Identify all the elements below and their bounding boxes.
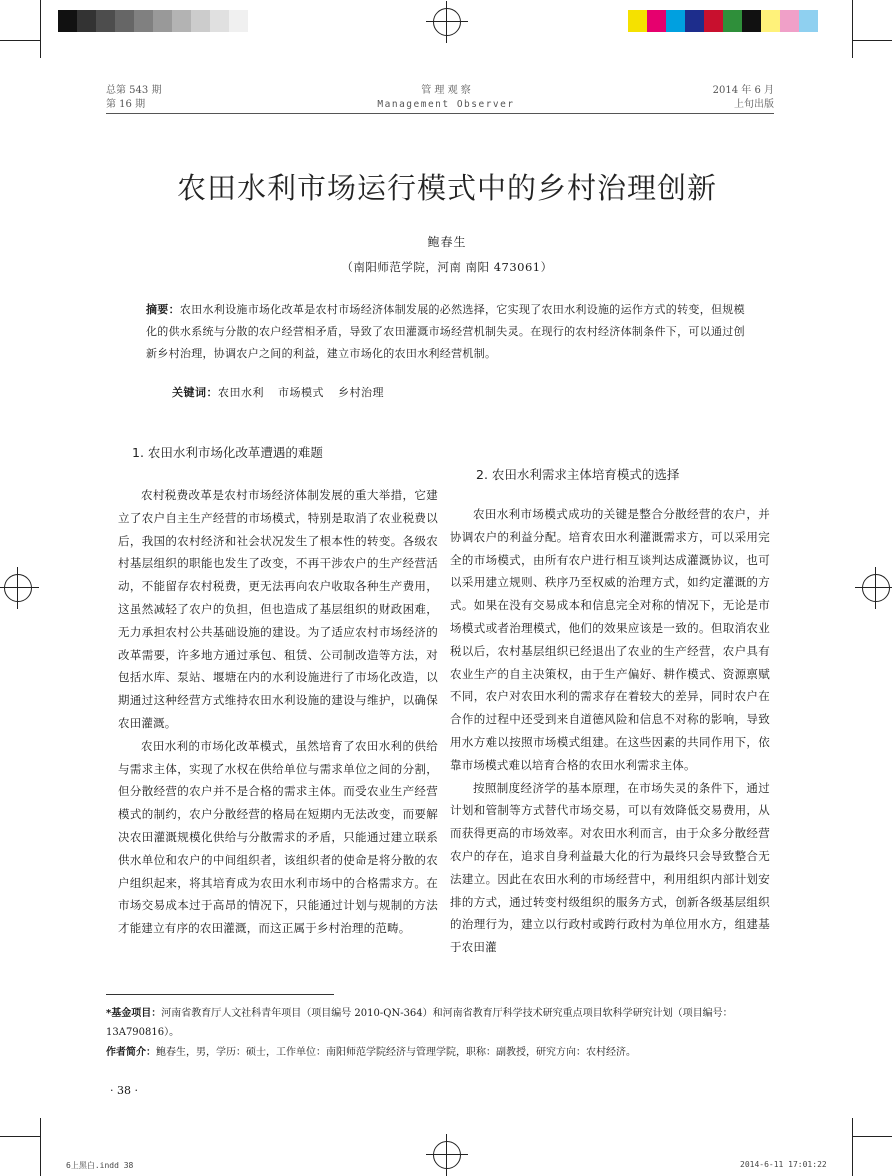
crop-mark — [40, 1118, 41, 1176]
timestamp-slug: 2014-6-11 17:01:22 — [740, 1160, 827, 1169]
keyword: 农田水利 — [218, 386, 264, 399]
funding-text: 河南省教育厅人文社科青年项目（项目编号 2010-QN-364）和河南省教育厅科学技术研究重点项目软科学研究计划（项目编号：13A790816）。 — [106, 1008, 733, 1038]
funding-label: *基金项目： — [106, 1008, 162, 1019]
color-swatch — [685, 10, 704, 32]
crop-mark — [852, 0, 853, 58]
paragraph: 农田水利的市场化改革模式，虽然培育了农田水利的供给与需求主体，实现了水权在供给单位与需求单位之间的分割，但分散经营的农户并不是合格的需求主体。而受农业生产经营模式的制约，农户分散经营的格局在短期内无法改变，而要解决农田灌溉规模化供给与分散需求的矛盾，只能通过建立联系供水单位和农户的中间组织者，该组织者的使命是将分散的农户组织起来，将其培育成为农田水利市场中的合格需求方。在市场交易成本过于高昂的情况下，只能通过计划与规制的方法才能建立有序的农田灌溉，而这正属于乡村治理的范畴。 — [118, 738, 438, 936]
author-name: 鲍春生 — [427, 235, 467, 249]
registration-mark-icon — [433, 1141, 461, 1169]
color-swatch — [115, 10, 134, 32]
color-swatch — [153, 10, 172, 32]
registration-mark-icon — [433, 8, 461, 36]
color-swatch — [191, 10, 210, 32]
color-swatch — [742, 10, 761, 32]
journal-name — [300, 84, 592, 112]
color-swatch — [780, 10, 799, 32]
author-bio-footnote — [106, 1043, 770, 1062]
color-swatch — [799, 10, 818, 32]
color-swatch — [666, 10, 685, 32]
section-heading: 2. 农田水利需求主体培育模式的选择 — [476, 467, 680, 482]
crop-mark — [852, 1118, 853, 1176]
abstract — [146, 299, 746, 365]
abstract-label: 摘要： — [146, 303, 180, 316]
bio-text: 鲍春生，男，学历：硕士，工作单位：南阳师范学院经济与管理学院，职称：副教授，研究方向：农村经济。 — [156, 1047, 636, 1058]
crop-mark — [852, 40, 892, 41]
color-swatch — [628, 10, 647, 32]
publication-period: 上旬出版 — [734, 99, 774, 110]
color-swatch — [134, 10, 153, 32]
journal-name-en: Management Observer — [377, 99, 515, 110]
keywords — [172, 384, 384, 400]
issue-total: 总第 543 期 — [106, 85, 162, 96]
crop-mark — [852, 1136, 892, 1137]
color-swatch — [58, 10, 77, 32]
color-swatch — [172, 10, 191, 32]
right-column — [450, 503, 770, 959]
color-swatch — [77, 10, 96, 32]
file-slug: 6上黑白.indd 38 — [66, 1161, 134, 1170]
keyword: 市场模式 — [278, 386, 324, 399]
registration-mark-icon — [862, 574, 890, 602]
color-swatch — [647, 10, 666, 32]
paragraph: 农田水利市场模式成功的关键是整合分散经营的农户，并协调农户的利益分配。培育农田水利灌溉需求方，可以采用完全的市场模式，由所有农户进行相互谈判达成灌溉协议，也可以采用建立规则、秩序乃至权威的治理方式，如约定灌溉的方式。如果在没有交易成本和信息完全对称的情况下，无论是市场模式或者治理模式，他们的效果应该是一致的。但取消农业税以后，农村基层组织已经退出了农业的生产经营，农户具有农业生产的自主决策权，由于生产偏好、耕作模式、资源禀赋不同，农户对农田水利的需求存在着较大的差异，同时农户在合作的过程中还受到来自道德风险和信息不对称的影响，导致用水方难以按照市场模式组建。在这些因素的共同作用下，依靠市场模式难以培育合格的农田水利需求主体。 — [450, 507, 770, 772]
journal-name-cn: 管 理 观 察 — [421, 85, 471, 96]
author-affiliation: （南阳师范学院，河南 南阳 473061） — [341, 260, 553, 274]
color-swatch — [229, 10, 248, 32]
keywords-label: 关键词： — [172, 386, 218, 399]
crop-mark — [0, 40, 40, 41]
publication-date — [680, 84, 774, 112]
crop-mark — [40, 0, 41, 58]
color-swatch — [761, 10, 780, 32]
section-heading: 1. 农田水利市场化改革遭遇的难题 — [132, 445, 323, 460]
registration-mark-icon — [4, 574, 32, 602]
funding-footnote — [106, 1004, 770, 1042]
bio-label: 作者简介： — [106, 1047, 156, 1058]
page-number: · 38 · — [110, 1084, 138, 1097]
issue-number: 第 16 期 — [106, 99, 146, 110]
paragraph: 农村税费改革是农村市场经济体制发展的重大举措，它建立了农户自主生产经营的市场模式，特别是取消了农业税费以后，我国的农村经济和社会状况发生了根本性的转变。各级农村基层组织的职能也发生了改变，不再干涉农户的生产经营活动，不能留存农村税费，更无法再向农户收取各种生产费用，这虽然减轻了农户的负担，但也造成了基层组织的财政困难，无力承担农村公共基础设施的建设。为了适应农村市场经济的改革需要，许多地方通过承包、租赁、公司制改造等方法，对包括水库、泵站、堰塘在内的水利设施进行了市场化改造，以期通过这种经营方式维持农田水利设施的建设与维护，以确保农田灌溉。 — [118, 488, 438, 730]
publication-month: 2014 年 6 月 — [712, 85, 774, 96]
abstract-text: 农田水利设施市场化改革是农村市场经济体制发展的必然选择，它实现了农田水利设施的运作方式的转变，但规模化的供水系统与分散的农户经营相矛盾，导致了农田灌溉市场经营机制失灵。在现行的农村经济体制条件下，可以通过创新乡村治理，协调农户之间的利益，建立市场化的农田水利经营机制。 — [146, 303, 745, 360]
header-rule — [106, 113, 774, 114]
keyword: 乡村治理 — [338, 386, 384, 399]
color-swatch — [723, 10, 742, 32]
color-swatch — [704, 10, 723, 32]
footnote-rule — [106, 994, 334, 995]
article-title: 农田水利市场运行模式中的乡村治理创新 — [176, 171, 717, 205]
color-swatch — [210, 10, 229, 32]
process-color-bar — [628, 10, 818, 32]
color-swatch — [96, 10, 115, 32]
issue-info — [106, 84, 161, 112]
left-column — [118, 484, 438, 940]
crop-mark — [0, 1136, 40, 1137]
paragraph: 按照制度经济学的基本原理，在市场失灵的条件下，通过计划和管制等方式替代市场交易，可以有效降低交易费用，从而获得更高的市场效率。对农田水利而言，由于众多分散经营农户的存在，追求自身利益最大化的行为最终只会导致整合无法建立。因此在农田水利的市场经营中，利用组织内部计划安排的方式，通过转变村级组织的服务方式，创新各级基层组织的治理行为，建立以行政村或跨行政村为单位用水方，组建基于农田灌 — [450, 780, 770, 955]
grayscale-color-bar — [58, 10, 248, 32]
